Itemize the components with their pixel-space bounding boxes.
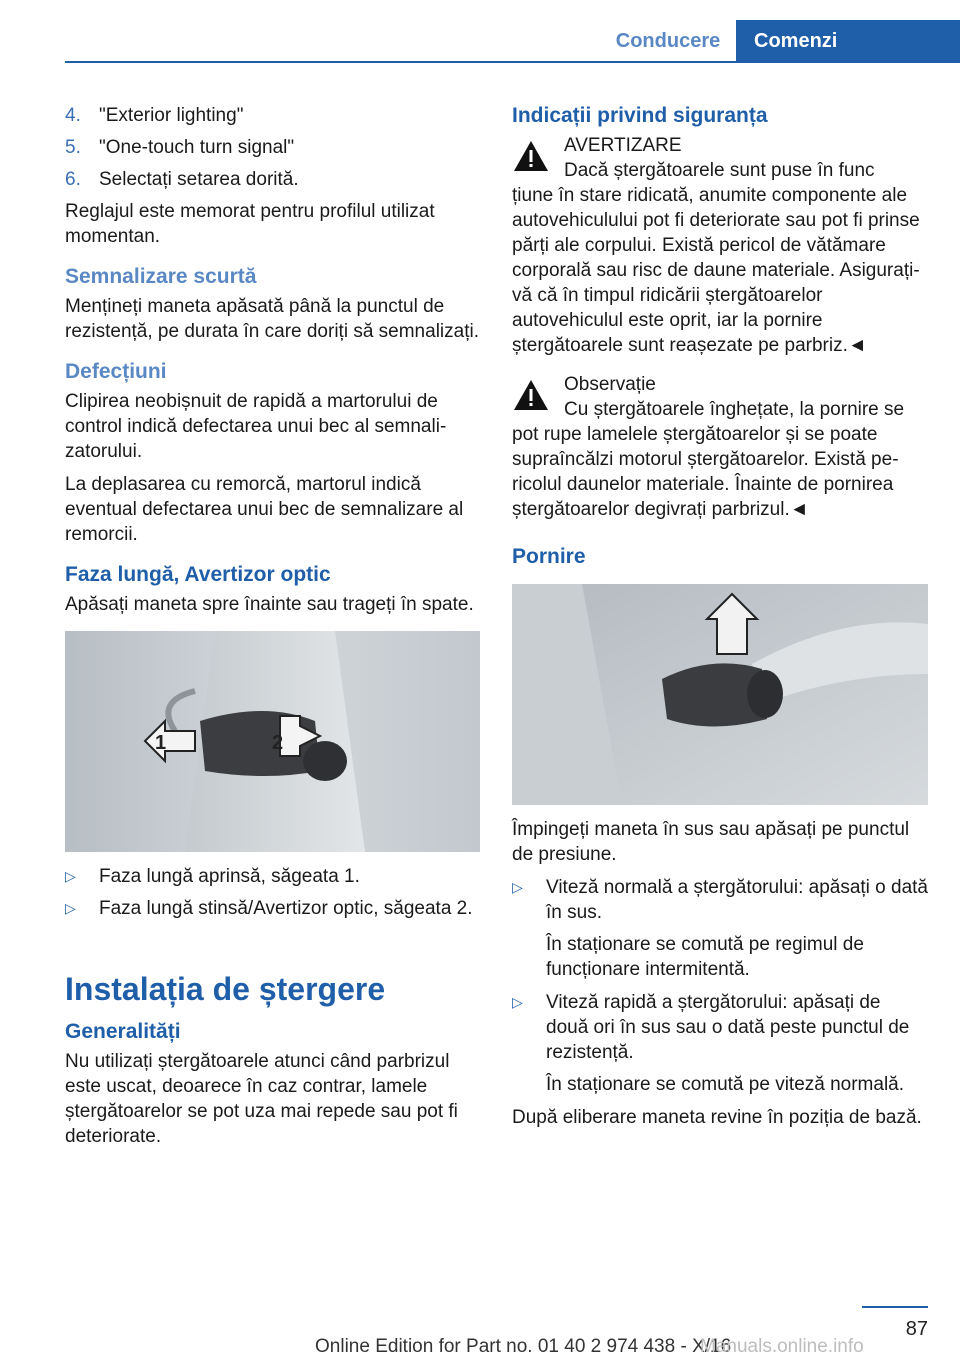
- caution-triangle-icon: [512, 378, 550, 412]
- edition-text: Online Edition for Part no. 01 40 2 974 438 - X/16: [315, 1336, 732, 1357]
- safety-title: Indicații privind siguranța: [512, 104, 768, 127]
- step-item: [65, 103, 480, 128]
- bullet-triangle-icon: ▷: [512, 879, 523, 895]
- step-item: [65, 167, 480, 192]
- bullet-text: Viteză rapidă a ștergătorului: apăsați de două ori în sus sau o dată peste punctul de rezistență.: [546, 992, 910, 1063]
- step-number: 6.: [65, 169, 81, 190]
- step-number: 4.: [65, 105, 81, 126]
- note-block: [512, 372, 928, 422]
- faults-text-trailer: La deplasarea cu remorcă, martorul indică eventual defectarea unui bec de semnalizare al remorcii.: [65, 474, 464, 545]
- left-column: [65, 103, 480, 1157]
- note-first-line: Cu ștergătoarele înghețate, la pornire se: [564, 399, 905, 420]
- lever-illustration: [65, 631, 480, 852]
- short-signal-text: Mențineți maneta apăsată până la punctul de rezistență, pe durata în care doriți să semnalizați.: [65, 296, 479, 342]
- wiper-illustration: [512, 584, 928, 805]
- wiper-heading: Instalația de ștergere: [65, 971, 386, 1007]
- step-text: Selectați setarea dorită.: [99, 169, 299, 190]
- bullet-extra: În staționare se comută pe regimul de funcționare intermitentă.: [546, 934, 864, 980]
- bullet-text: Faza lungă stinsă/Avertizor optic, săgeata 2.: [99, 898, 473, 919]
- bullet-item: [65, 896, 480, 921]
- bullet-triangle-icon: ▷: [512, 994, 523, 1010]
- bullet-item: [512, 875, 928, 925]
- start-title: Pornire: [512, 545, 586, 568]
- note-label: Observație: [564, 374, 656, 395]
- bullet-item: [65, 864, 480, 889]
- release-text: După eliberare maneta revine în poziția de bază.: [512, 1107, 922, 1128]
- start-text: Împingeți maneta în sus sau apăsați pe punctul de presiune.: [512, 819, 910, 865]
- step-text: "Exterior lighting": [99, 105, 244, 126]
- bullet-item: [512, 990, 928, 1065]
- bullet-extra: În staționare se comută pe viteză normală.: [546, 1074, 905, 1095]
- arrow-2-label: 2: [272, 732, 284, 754]
- bullet-triangle-icon: ▷: [65, 900, 76, 916]
- arrow-1-label: 1: [155, 732, 167, 754]
- header-tab-conducere[interactable]: Conducere: [615, 29, 721, 52]
- header-rule: [65, 61, 960, 63]
- warning-block: [512, 133, 928, 183]
- highbeam-title: Faza lungă, Avertizor optic: [65, 563, 331, 586]
- page-number: 87: [905, 1318, 928, 1340]
- highbeam-lever-figure: [65, 631, 480, 852]
- watermark: Manuals.online.info: [700, 1336, 864, 1357]
- step-text: "One-touch turn signal": [99, 137, 295, 158]
- step-item: [65, 135, 480, 160]
- saved-note: Reglajul este memorat pentru profilul utilizat momentan.: [65, 201, 435, 247]
- right-column: [512, 103, 928, 1138]
- wiper-lever-figure: [512, 584, 928, 805]
- bullet-triangle-icon: ▷: [65, 868, 76, 884]
- general-text: Nu utilizați ștergătoarele atunci când parbrizul este uscat, deoarece în caz contrar, lamele ștergătoarelor se pot uza mai repede sau pot fi deteriorate.: [65, 1051, 458, 1147]
- footer-rule: [862, 1306, 928, 1308]
- warning-triangle-icon: [512, 139, 550, 173]
- warning-first-line: Dacă ștergătoarele sunt puse în func: [564, 160, 875, 181]
- highbeam-text: Apăsați maneta spre înainte sau trageți în spate.: [65, 594, 474, 615]
- warning-label: AVERTIZARE: [564, 135, 682, 156]
- short-signal-title: Semnalizare scurtă: [65, 265, 257, 288]
- header-tab-comenzi[interactable]: Comenzi: [736, 20, 960, 62]
- faults-text: Clipirea neobișnuit de rapidă a martorului de control indică defectarea unui bec al semnalizatorului.: [65, 391, 447, 462]
- bullet-text: Faza lungă aprinsă, săgeata 1.: [99, 866, 360, 887]
- note-text: pot rupe lamelele ștergătoarelor și se poate supraîncălzi motorul ștergătoarelor. Există pericolul daunelor materiale. Înainte de pornirea ștergătoarelor degivrați parbrizul.◄: [512, 424, 899, 520]
- general-title: Generalități: [65, 1020, 181, 1043]
- bullet-text: Viteză normală a ștergătorului: apăsați o dată în sus.: [546, 877, 928, 923]
- warning-text: țiune în stare ridicată, anumite componente ale autovehiculului pot fi deteriorate sau pot fi prinse părți ale corpului. Există pericol de vătămare corporală sau risc de daune materiale. Asigurați-vă că în timpul ridicării ștergătoarelor autovehiculul este oprit, iar la pornire ștergătoarele sunt reașezate pe parbriz.◄: [512, 185, 920, 356]
- step-number: 5.: [65, 137, 81, 158]
- faults-title: Defecțiuni: [65, 360, 167, 383]
